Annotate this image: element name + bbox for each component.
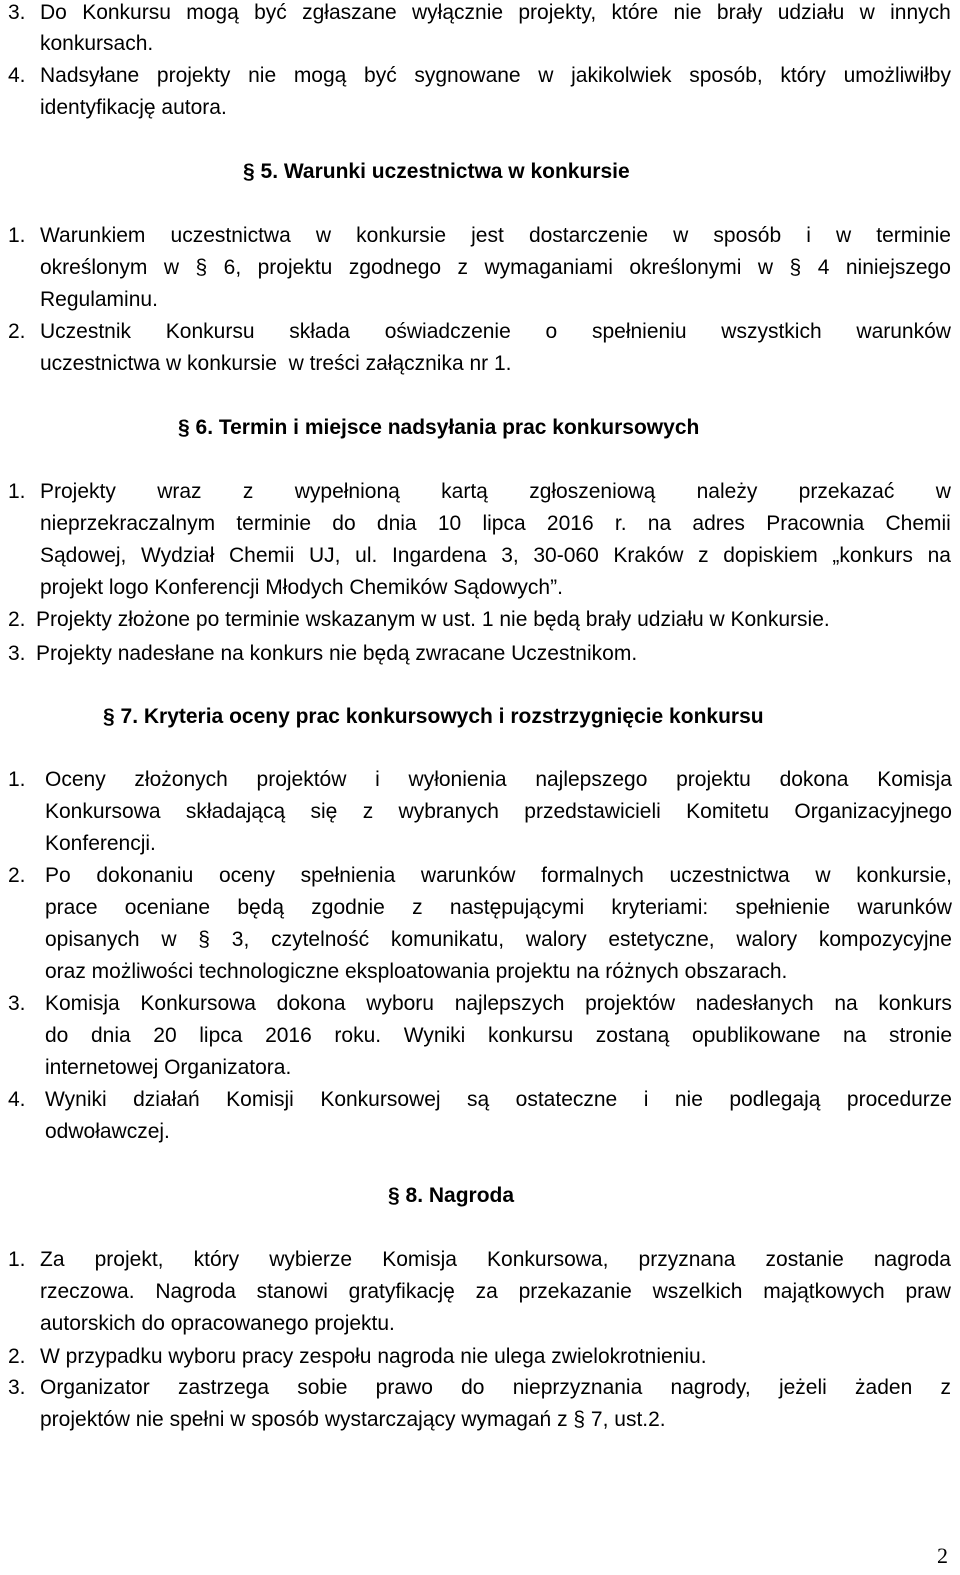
paragraph-line: Za projekt, który wybierze Komisja Konkursowa, przyznana zostanie nagroda — [40, 1248, 951, 1271]
paragraph-line: Po dokonaniu oceny spełnienia warunków formalnych uczestnictwa w konkursie, — [45, 864, 952, 887]
paragraph-line: opisanych w § 3, czytelność komunikatu, walory estetyczne, walory kompozycyjne — [45, 928, 952, 951]
paragraph-line: odwoławczej. — [45, 1120, 170, 1143]
section-heading: § 8. Nagroda — [388, 1184, 515, 1207]
paragraph-line: Do Konkursu mogą być zgłaszane wyłącznie projekty, które nie brały udziału w innych — [40, 1, 951, 24]
paragraph-line: internetowej Organizatora. — [45, 1056, 292, 1079]
item-number: 3. — [8, 1, 26, 24]
item-number: 3. — [8, 992, 26, 1015]
paragraph-line: W przypadku wyboru pracy zespołu nagroda nie ulega zwielokrotnieniu. — [40, 1345, 707, 1368]
item-number: 1. — [8, 224, 26, 247]
paragraph-line: Oceny złożonych projektów i wyłonienia najlepszego projektu dokona Komisja — [45, 768, 952, 791]
item-number: 1. — [8, 1248, 26, 1271]
paragraph-line: Uczestnik Konkursu składa oświadczenie o spełnieniu wszystkich warunków — [40, 320, 951, 343]
paragraph-line: projekt logo Konferencji Młodych Chemików Sądowych”. — [40, 576, 563, 599]
paragraph-line: uczestnictwa w konkursie w treści załącznika nr 1. — [40, 352, 512, 375]
section-heading: § 6. Termin i miejsce nadsyłania prac konkursowych — [178, 416, 700, 439]
paragraph-line: Nadsyłane projekty nie mogą być sygnowane w jakikolwiek sposób, który umożliwiłby — [40, 64, 951, 87]
paragraph-line: identyfikację autora. — [40, 96, 227, 119]
section-heading: § 7. Kryteria oceny prac konkursowych i rozstrzygnięcie konkursu — [103, 705, 764, 728]
paragraph-line: prace oceniane będą zgodnie z następującymi kryteriami: spełnienie warunków — [45, 896, 952, 919]
paragraph-line: Organizator zastrzega sobie prawo do nieprzyznania nagrody, jeżeli żaden z — [40, 1376, 951, 1399]
item-number: 1. — [8, 480, 26, 503]
paragraph-line: Komisja Konkursowa dokona wyboru najlepszych projektów nadesłanych na konkurs — [45, 992, 952, 1015]
section-heading: § 5. Warunki uczestnictwa w konkursie — [243, 160, 630, 183]
paragraph-line: Konkursowa składającą się z wybranych przedstawicieli Komitetu Organizacyjnego — [45, 800, 952, 823]
item-number: 3. — [8, 642, 26, 665]
paragraph-line: Konferencji. — [45, 832, 156, 855]
paragraph-line: Projekty nadesłane na konkurs nie będą zwracane Uczestnikom. — [36, 642, 638, 665]
item-number: 2. — [8, 320, 26, 343]
paragraph-line: Projekty złożone po terminie wskazanym w ust. 1 nie będą brały udziału w Konkursie. — [36, 608, 830, 631]
paragraph-line: rzeczowa. Nagroda stanowi gratyfikację za przekazanie wszelkich majątkowych praw — [40, 1280, 951, 1303]
paragraph-line: Sądowej, Wydział Chemii UJ, ul. Ingardena 3, 30-060 Kraków z dopiskiem „konkurs na — [40, 544, 951, 567]
paragraph-line: Wyniki działań Komisji Konkursowej są ostateczne i nie podlegają procedurze — [45, 1088, 952, 1111]
paragraph-line: określonym w § 6, projektu zgodnego z wymaganiami określonymi w § 4 niniejszego — [40, 256, 951, 279]
item-number: 3. — [8, 1376, 26, 1399]
paragraph-line: Warunkiem uczestnictwa w konkursie jest dostarczenie w sposób i w terminie — [40, 224, 951, 247]
paragraph-line: Projekty wraz z wypełnioną kartą zgłoszeniową należy przekazać w — [40, 480, 951, 503]
item-number: 4. — [8, 64, 26, 87]
item-number: 2. — [8, 1345, 26, 1368]
page-number: 2 — [937, 1543, 948, 1568]
item-number: 2. — [8, 864, 26, 887]
paragraph-line: autorskich do opracowanego projektu. — [40, 1312, 395, 1335]
paragraph-line: projektów nie spełni w sposób wystarczający wymagań z § 7, ust.2. — [40, 1408, 666, 1431]
paragraph-line: oraz możliwości technologiczne eksploatowania projektu na różnych obszarach. — [45, 960, 788, 983]
item-number: 1. — [8, 768, 26, 791]
paragraph-line: Regulaminu. — [40, 288, 158, 311]
paragraph-line: konkursach. — [40, 32, 154, 55]
item-number: 4. — [8, 1088, 26, 1111]
paragraph-line: nieprzekraczalnym terminie do dnia 10 lipca 2016 r. na adres Pracownia Chemii — [40, 512, 951, 535]
item-number: 2. — [8, 608, 26, 631]
paragraph-line: do dnia 20 lipca 2016 roku. Wyniki konkursu zostaną opublikowane na stronie — [45, 1024, 952, 1047]
